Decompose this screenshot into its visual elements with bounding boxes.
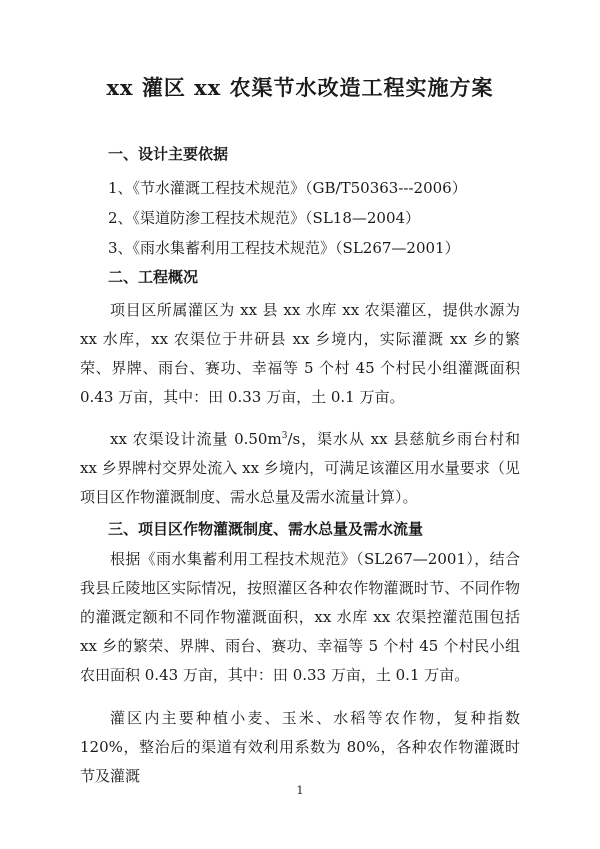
flow-text-rest: /s，渠水从 xx 县慈航乡雨台村和 xx 乡界牌村交界处流入 xx 乡境内，可满足该灌区用水量要求（见项目区作物灌溉制度、需水总量及需水流量计算）。 [80,430,520,506]
paragraph-project-overview: 项目区所属灌区为 xx 县 xx 水库 xx 农渠灌区，提供水源为 xx 水库，xx 农渠位于井研县 xx 乡境内，实际灌溉 xx 乡的繁荣、界牌、雨台、赛功、幸福等 5 个村 45 个村民小组灌溉面积 0.43 万亩，其中：田 0.33 万亩，土 0.1 万亩。 [80,301,520,406]
reference-item-3: 3、《雨水集蓄利用工程技术规范》（SL267—2001） [108,239,460,257]
section-heading-project-overview: 二、工程概况 [108,268,199,286]
section-heading-design-basis: 一、设计主要依据 [108,145,229,163]
reference-item-1: 1、《节水灌溉工程技术规范》（GB/T50363---2006） [108,179,467,197]
flow-text-start: xx 农渠设计流量 0.50m [110,430,282,448]
page-number: 1 [296,784,304,797]
paragraph-irrigation-basis: 根据《雨水集蓄利用工程技术规范》（SL267—2001），结合我县丘陵地区实际情况，按照灌区各种农作物灌溉时节、不同作物的灌溉定额和不同作物灌溉面积，xx 水库 xx 农渠控灌范围包括 xx 乡的繁荣、界牌、雨台、赛功、幸福等 5 个村 45 个村民小组农田面积 0.43 万亩，其中：田 0.33 万亩，土 0.1 万亩。 [80,550,520,684]
document-title: xx 灌区 xx 农渠节水改造工程实施方案 [106,75,494,100]
section-heading-irrigation-demand: 三、项目区作物灌溉制度、需水总量及需水流量 [108,520,424,538]
reference-item-2: 2、《渠道防渗工程技术规范》（SL18—2004） [108,209,421,227]
flow-unit-superscript: 3 [281,431,288,441]
paragraph-crop-types: 灌区内主要种植小麦、玉米、水稻等农作物，复种指数 120%，整治后的渠道有效利用系数为 80%，各种农作物灌溉时节及灌溉 [80,709,520,785]
paragraph-design-flow [80,422,520,512]
